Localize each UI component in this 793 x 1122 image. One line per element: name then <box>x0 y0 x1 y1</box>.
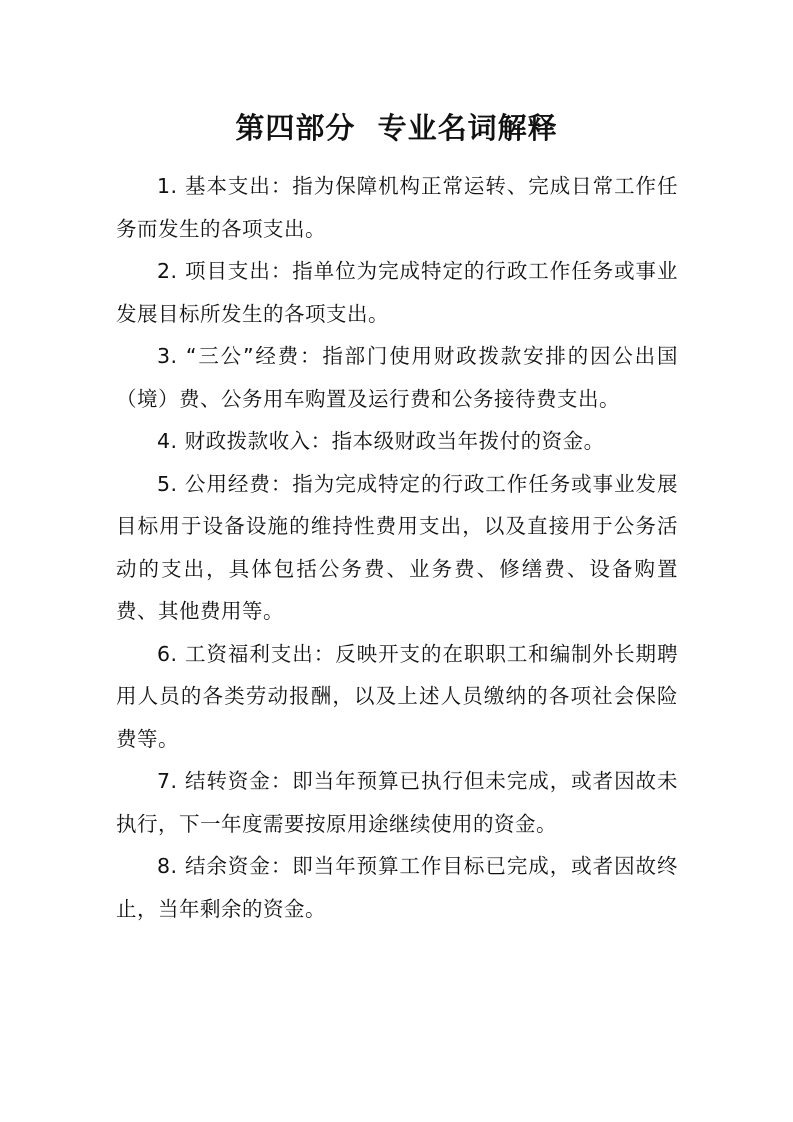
definition-term: 8. 结余资金： <box>157 854 293 878</box>
definition-term: 7. 结转资金： <box>157 769 293 793</box>
definition-text: 指本级财政当年拨付的资金。 <box>331 429 605 453</box>
definition-text: 指为保障机构正常运转、完成日常工作任务而发生的各项支出。 <box>116 174 678 241</box>
definitions-list <box>116 165 678 930</box>
definition-term: 1. 基本支出： <box>157 174 293 198</box>
definition-item <box>116 335 678 420</box>
definition-term: 4. 财政拨款收入： <box>157 429 332 453</box>
definition-item <box>116 633 678 761</box>
definition-term: 2. 项目支出： <box>157 259 293 283</box>
definition-item <box>116 165 678 250</box>
definition-item <box>116 845 678 930</box>
definition-text: 指单位为完成特定的行政工作任务或事业发展目标所发生的各项支出。 <box>116 259 678 326</box>
definition-item <box>116 420 678 463</box>
definition-term: 6. 工资福利支出： <box>157 641 336 666</box>
definition-text: 即当年预算工作目标已完成，或者因故终止，当年剩余的资金。 <box>116 854 678 921</box>
definition-term: 3. “三公”经费： <box>157 344 323 368</box>
page-title: 第四部分 专业名词解释 <box>235 111 558 145</box>
definition-text: 反映开支的在职职工和编制外长期聘用人员的各类劳动报酬，以及上述人员缴纳的各项社会保险费等。 <box>116 641 678 751</box>
definition-item <box>116 760 678 845</box>
definition-term: 5. 公用经费： <box>157 471 293 496</box>
definition-text: 指为完成特定的行政工作任务或事业发展目标用于设备设施的维持性费用支出，以及直接用于公务活动的支出，具体包括公务费、业务费、修缮费、设备购置费、其他费用等。 <box>116 471 678 623</box>
definition-item <box>116 250 678 335</box>
definition-text: 指部门使用财政拨款安排的因公出国（境）费、公务用车购置及运行费和公务接待费支出。 <box>116 344 678 411</box>
definition-text: 即当年预算已执行但未完成，或者因故未执行，下一年度需要按原用途继续使用的资金。 <box>116 769 678 836</box>
definition-item <box>116 463 678 633</box>
